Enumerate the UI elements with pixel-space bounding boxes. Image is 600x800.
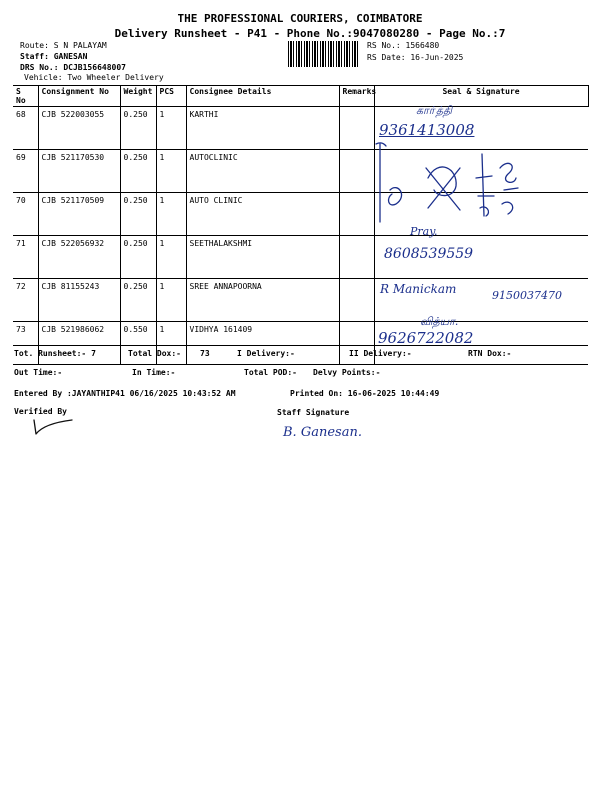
rs-date: RS Date: 16-Jun-2025 [367, 53, 464, 62]
row-consignee: SEETHALAKSHMI [186, 236, 339, 279]
handwritten-name-68: காா்த்தி [416, 104, 453, 117]
delvy-points: Delvy Points:- [313, 368, 381, 377]
row-weight: 0.250 [120, 107, 156, 150]
route-label: Route: S N PALAYAM [20, 41, 107, 50]
row-consignee: SREE ANNAPOORNA [186, 279, 339, 322]
row-remarks [339, 322, 374, 365]
verified-signature [28, 414, 78, 440]
row-pcs: 1 [156, 150, 186, 193]
in-time: In Time:- [132, 368, 176, 377]
handwritten-name-71: Pray. [410, 225, 438, 238]
row-consignment: CJB 521986062 [38, 322, 120, 365]
entered-by: Entered By :JAYANTHIP41 06/16/2025 10:43:52 AM [14, 389, 236, 398]
table-bottom-rule [13, 345, 588, 346]
verified-by-label: Verified By [14, 407, 67, 416]
row-consignee: VIDHYA 161409 [186, 322, 339, 365]
row-sno: 70 [13, 193, 38, 236]
total-pod: Total POD:- [244, 368, 297, 377]
staff-label: Staff: GANESAN [20, 52, 88, 61]
row-sno: 73 [13, 322, 38, 365]
tot-runsheet: Tot. Runsheet:- 7 [14, 349, 96, 358]
handwritten-name-72: R Manickam [380, 282, 457, 296]
staff-signature-handwriting: B. Ganesan. [283, 425, 362, 440]
col-remarks: Remarks [339, 86, 374, 107]
col-seal: Seal & Signature [374, 86, 588, 107]
handwritten-phone-73: 9626722082 [378, 329, 474, 347]
out-time: Out Time:- [14, 368, 63, 377]
col-pcs: PCS [156, 86, 186, 107]
drs-number: DRS No.: DCJB156648007 [20, 63, 126, 72]
staff-signature-label: Staff Signature [277, 408, 350, 417]
row-consignee: KARTHI [186, 107, 339, 150]
i-delivery: I Delivery:- [237, 349, 295, 358]
row-weight: 0.250 [120, 236, 156, 279]
row-consignment: CJB 81155243 [38, 279, 120, 322]
rs-number: RS No.: 1566480 [367, 41, 440, 50]
row-consignee: AUTO CLINIC [186, 193, 339, 236]
row-pcs: 1 [156, 322, 186, 365]
printed-on: Printed On: 16-06-2025 10:44:49 [290, 389, 440, 398]
row-sno: 72 [13, 279, 38, 322]
row-weight: 0.550 [120, 322, 156, 365]
row-consignee: AUTOCLINIC [186, 150, 339, 193]
row-consignment: CJB 521170530 [38, 150, 120, 193]
handwritten-phone-72: 9150037470 [492, 289, 562, 302]
col-weight: Weight [120, 86, 156, 107]
row-remarks [339, 279, 374, 322]
table-header-row [13, 86, 588, 107]
rtn-dox: RTN Dox:- [468, 349, 512, 358]
row-weight: 0.250 [120, 279, 156, 322]
row-pcs: 1 [156, 193, 186, 236]
handwritten-name-73: வித்யா. [420, 315, 459, 328]
vehicle-label: Vehicle: Two Wheeler Delivery [24, 73, 164, 82]
col-sno: S No [13, 86, 38, 107]
row-weight: 0.250 [120, 150, 156, 193]
ii-delivery: II Delivery:- [349, 349, 412, 358]
row-pcs: 1 [156, 107, 186, 150]
row-pcs: 1 [156, 279, 186, 322]
table-row [13, 322, 588, 365]
row-consignment: CJB 522056932 [38, 236, 120, 279]
company-title: THE PROFESSIONAL COURIERS, COIMBATORE [177, 12, 423, 25]
total-dox-value: 73 [200, 349, 210, 358]
runsheet-title: Delivery Runsheet - P41 - Phone No.:9047080280 - Page No.:7 [114, 27, 506, 40]
row-sno: 69 [13, 150, 38, 193]
col-consignee: Consignee Details [186, 86, 339, 107]
total-dox-label: Total Dox:- [128, 349, 181, 358]
stamp-signature-69-70 [368, 138, 538, 228]
row-consignment: CJB 521170509 [38, 193, 120, 236]
row-pcs: 1 [156, 236, 186, 279]
table-row [13, 236, 588, 279]
row-weight: 0.250 [120, 193, 156, 236]
col-consignment: Consignment No [38, 86, 120, 107]
row-sno: 71 [13, 236, 38, 279]
row-consignment: CJB 522003055 [38, 107, 120, 150]
handwritten-phone-71: 8608539559 [384, 246, 474, 262]
handwritten-phone-68: 9361413008 [379, 121, 475, 139]
barcode [288, 41, 360, 67]
row-remarks [339, 236, 374, 279]
row-sno: 68 [13, 107, 38, 150]
